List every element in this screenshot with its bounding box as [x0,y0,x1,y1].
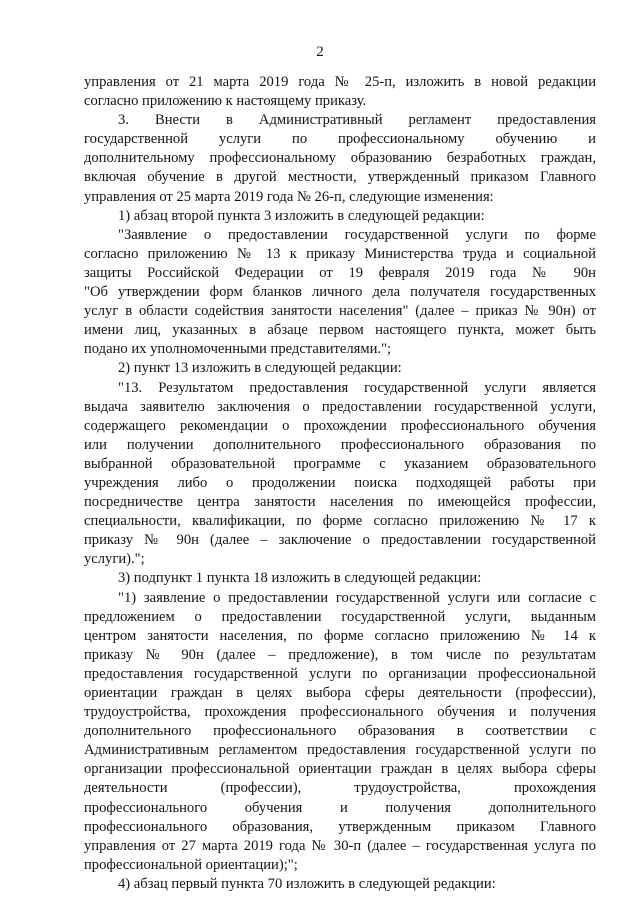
text-line: приказу № 90н (далее – предложение), в том числе по результатам [84,646,596,663]
text-line: защиты Российской Федерации от 19 февраля 2019 года № 90н [84,264,596,281]
page-number: 2 [316,44,324,60]
text-line: организации профессиональной ориентации граждан в целях выбора сферы [84,761,596,778]
text-line: управления от 25 марта 2019 года № 26-п, следующие изменения: [84,188,494,205]
text-line: государственной услуги по профессиональному обучению и [84,131,596,148]
text-line: приказу № 90н (далее – заключение о предоставлении государственной [84,532,596,549]
text-line: специальности, квалификации, по форме согласно приложению № 17 к [84,513,596,530]
text-line: профессиональной ориентации);"; [84,856,298,873]
text-line: дополнительному профессиональному образованию безработных граждан, [84,150,596,167]
text-line: трудоустройства, прохождения профессионального обучения и получения [84,704,596,721]
text-line: предложением о предоставлении государственной услуги, выданным [84,608,596,625]
text-line: согласно приложению № 13 к приказу Министерства труда и социальной [84,245,596,262]
text-line: согласно приложению к настоящему приказу. [84,93,367,110]
text-line: 1) абзац второй пункта 3 изложить в следующей редакции: [118,207,485,224]
text-line: имени лиц, указанных в абзаце первом настоящего пункта, может быть [84,322,596,339]
text-line: или получении дополнительного профессионального образования по [84,436,596,453]
text-line: Административным регламентом предоставления государственной услуги по [84,742,596,759]
text-line: выдача заявителю заключения о предоставлении государственной услуги, [84,398,596,415]
text-line: 3) подпункт 1 пункта 18 изложить в следующей редакции: [118,570,482,587]
text-line: центром занятости населения, по форме согласно приложению № 14 к [84,627,596,644]
text-line: профессионального обучения и получения дополнительного [84,799,596,816]
text-line: "13. Результатом предоставления государственной услуги является [118,379,596,396]
text-line: ориентации граждан в целях выбора сферы деятельности (профессии), [84,685,596,701]
text-line: предоставления государственной услуги по организации профессиональной [84,665,596,682]
text-line: "1) заявление о предоставлении государственной услуги или согласие с [118,589,596,606]
text-line: содержащего рекомендации о прохождении профессионального обучения [84,417,596,434]
text-line: "Заявление о предоставлении государственной услуги по форме [118,226,596,243]
text-line: посредничестве центра занятости населения по имеющейся профессии, [84,494,596,511]
text-line: услуги)."; [84,551,145,568]
text-line: "Об утверждении форм бланков личного дела получателя государственных [84,284,596,301]
text-line: учреждения либо о продолжении поиска подходящей работы при [84,474,596,491]
text-line: 2) пункт 13 изложить в следующей редакции: [118,360,402,377]
text-line: подано их уполномоченными представителями."; [84,341,392,358]
document-body [84,73,596,894]
text-line: 3. Внести в Административный регламент предоставления [118,112,596,129]
text-line: деятельности (профессии), трудоустройства, прохождения [84,780,596,797]
text-line: выбранной образовательной программе с указанием образовательного [84,455,596,472]
text-line: услуг в области содействия занятости населения" (далее – приказ № 90н) от [84,303,596,320]
text-line: дополнительного профессионального образования в соответствии с [84,723,596,740]
text-line: управления от 21 марта 2019 года № 25-п, изложить в новой редакции [84,74,596,90]
text-line: включая обучение в другой местности, утвержденный приказом Главного [84,169,596,186]
text-line: управления от 27 марта 2019 года № 30-п (далее – государственная услуга по [84,837,596,854]
text-line: профессионального образования, утвержденным приказом Главного [84,818,596,835]
text-line: 4) абзац первый пункта 70 изложить в следующей редакции: [118,875,496,892]
